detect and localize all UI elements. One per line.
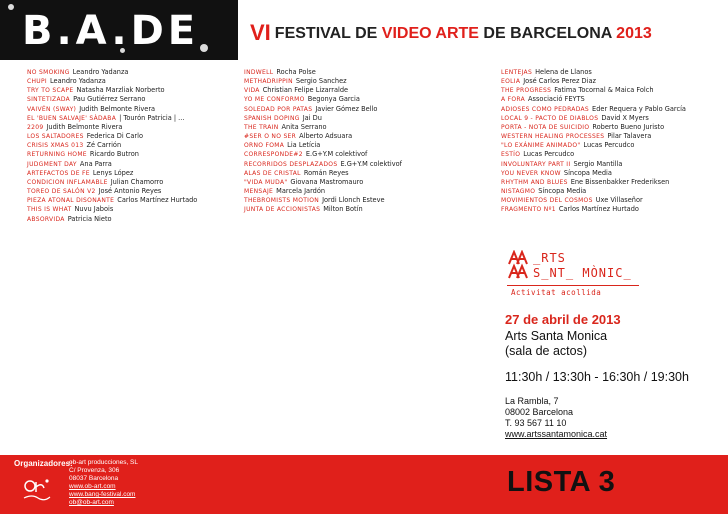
event-times: 11:30h / 13:30h - 16:30h / 19:30h: [505, 370, 689, 384]
org-email-link[interactable]: ob@ob-art.com: [69, 499, 114, 506]
list-item: [501, 205, 686, 214]
arts-santa-monica-logo: [507, 250, 647, 300]
list-item: [27, 77, 197, 86]
list-item: [244, 86, 402, 95]
video-artist: Christian Felipe Lizarralde: [262, 86, 349, 95]
video-title: INVOLUNTARY PART II: [501, 160, 571, 168]
video-artist: Carlos Martínez Hurtado: [558, 205, 639, 214]
video-artist: | Tourón Patricia | ...: [119, 113, 185, 122]
video-title: METHADRIPPIN: [244, 78, 293, 86]
video-list-column-3: [501, 68, 686, 215]
list-item: [27, 169, 197, 178]
video-title: PIEZA ATONAL DISONANTE: [27, 197, 115, 205]
video-artist: Fatima Tocornal & Maica Folch: [554, 86, 654, 95]
video-title: EOLIA: [501, 78, 521, 86]
list-item: [244, 123, 402, 132]
video-artist: Uxe Villaseñor: [595, 196, 643, 205]
video-artist: José Carlos Perez Diaz: [523, 77, 596, 86]
list-item: [501, 169, 686, 178]
video-title: ESTÍO: [501, 151, 521, 159]
logo-text: B.A.DE: [22, 8, 200, 54]
list-item: [501, 68, 686, 77]
list-item: [501, 105, 686, 114]
video-artist: Jordi Llonch Esteve: [322, 196, 385, 205]
list-item: [244, 141, 402, 150]
video-title: RECORRIDOS DESPLAZADOS: [244, 160, 338, 168]
video-title: YO ME CONFORMO: [244, 96, 305, 104]
address-city: 08002 Barcelona: [505, 407, 574, 417]
video-title: "VIDA MUDA": [244, 178, 288, 186]
video-title: THIS IS WHAT: [27, 206, 72, 214]
video-title: 2209: [27, 123, 44, 131]
list-item: [244, 187, 402, 196]
video-artist: E.G+Y.M colektivof: [305, 150, 368, 159]
video-title: TRY TO SCAPE: [27, 87, 74, 95]
video-artist: Natasha Marzliak Norberto: [76, 86, 165, 95]
list-item: [244, 196, 402, 205]
video-title: JUNTA DE ACCIONISTAS: [244, 206, 321, 214]
video-artist: Javier Gómez Bello: [315, 104, 378, 113]
list-item: [27, 105, 197, 114]
list-item: [244, 178, 402, 187]
video-title: "LO EXÁNIME ANIMADO": [501, 142, 581, 150]
video-title: JUDGMENT DAY: [27, 160, 77, 168]
video-title: MENSAJE: [244, 188, 274, 196]
asm-line-2: S_NT_ MÒNIC_: [533, 266, 632, 280]
video-artist: Carlos Martínez Hurtado: [117, 196, 198, 205]
list-item: [27, 68, 197, 77]
list-item: [244, 160, 402, 169]
video-artist: Nuvu Jabois: [74, 205, 114, 214]
asm-wordmark: [533, 251, 632, 281]
list-item: [27, 150, 197, 159]
video-title: YOU NEVER KNOW: [501, 169, 561, 177]
video-artist: Lucas Percudco: [583, 141, 635, 150]
video-artist: Lucas Percudco: [523, 150, 575, 159]
venue-room: (sala de actos): [505, 344, 587, 358]
video-title: ARTEFACTOS DE FE: [27, 169, 90, 177]
title-year: 2013: [616, 25, 652, 42]
video-title: THE TRAIN: [244, 123, 279, 131]
asm-mark-icon: [507, 250, 529, 280]
video-artist: Judith Belmonte Rivera: [79, 104, 156, 113]
video-artist: Zé Carrión: [86, 141, 122, 150]
list-item: [27, 114, 197, 123]
asm-divider: [507, 285, 639, 286]
list-item: [244, 114, 402, 123]
video-title: NO SMOKING: [27, 69, 70, 76]
video-artist: Román Reyes: [303, 168, 349, 177]
title-part2: VIDEO ARTE: [381, 25, 479, 42]
video-title: ORNO FOMA: [244, 142, 285, 150]
video-artist: Jai Du: [302, 113, 322, 122]
list-item: [244, 205, 402, 214]
list-item: [244, 95, 402, 104]
address-street: La Rambla, 7: [505, 396, 559, 406]
title-part1: FESTIVAL DE: [274, 25, 382, 42]
video-artist: Lenys López: [92, 168, 134, 177]
list-item: [501, 160, 686, 169]
venue-name: Arts Santa Monica: [505, 329, 608, 343]
list-item: [501, 123, 686, 132]
list-item: [501, 132, 686, 141]
video-title: SINTETIZADA: [27, 96, 71, 104]
video-list-column-1: [27, 68, 197, 224]
venue-address: [505, 396, 607, 440]
event-venue: [505, 329, 607, 359]
list-item: [27, 196, 197, 205]
list-item: [501, 141, 686, 150]
org-company: ob-art producciones, SL: [69, 459, 139, 466]
video-artist: Síncopa Media: [538, 187, 587, 196]
video-title: NISTAGMO: [501, 188, 536, 196]
asm-line-1: _RTS: [533, 251, 566, 265]
list-number: LISTA 3: [507, 466, 616, 498]
list-item: [27, 215, 197, 224]
video-artist: E.G+Y.M colektivof: [340, 159, 402, 168]
list-item: [501, 187, 686, 196]
video-title: CORRESPONDE#2: [244, 151, 303, 159]
list-item: [244, 68, 402, 77]
video-title: TOREO DE SALÓN V2: [27, 188, 96, 196]
festival-title: [238, 0, 728, 60]
video-title: ALAS DE CRISTAL: [244, 169, 301, 177]
video-artist: Síncopa Media: [563, 168, 612, 177]
video-title: CONDICION INFLAMABLE: [27, 178, 108, 186]
video-artist: Judith Belmonte Rivera: [46, 122, 123, 131]
video-artist: David X Myers: [601, 113, 649, 122]
video-list-column-2: [244, 68, 402, 215]
video-title: SOLEDAD POR PATAS: [244, 105, 313, 113]
video-artist: Begonya Garcia: [307, 95, 360, 104]
list-item: [244, 77, 402, 86]
venue-website-link[interactable]: www.artssantamonica.cat: [505, 429, 608, 439]
video-title: VAIVÉN (SWAY): [27, 105, 77, 113]
video-artist: Marcela Jardón: [276, 187, 326, 196]
event-date: 27 de abril de 2013: [505, 312, 621, 327]
video-title: CHUPI: [27, 78, 47, 86]
asm-subtitle: Activitat acollida: [511, 288, 602, 297]
list-item: [27, 160, 197, 169]
list-item: [501, 196, 686, 205]
list-item: [27, 141, 197, 150]
video-artist: Sergio Mantilla: [573, 159, 623, 168]
list-item: [501, 77, 686, 86]
footer: [0, 455, 728, 514]
video-title: ADIOSES COMO PEDRADAS: [501, 105, 590, 113]
festival-website-link[interactable]: www.bang-festival.com: [69, 491, 136, 498]
video-artist: José Antonio Reyes: [98, 187, 162, 196]
video-title: INDWELL: [244, 69, 274, 76]
festival-logo: [0, 0, 238, 60]
video-artist: Roberto Bueno Juristo: [592, 122, 665, 131]
organizers-label: Organizadores:: [14, 459, 73, 468]
video-artist: Sergio Sanchez: [295, 77, 347, 86]
list-item: [244, 169, 402, 178]
video-title: THE PROGRESS: [501, 87, 552, 95]
video-title: THEBROMISTS MOTION: [244, 197, 320, 205]
list-item: [27, 95, 197, 104]
video-title: RHYTHM AND BLUES: [501, 178, 568, 186]
video-title: ABSORVIDA: [27, 215, 65, 223]
video-artist: Lia Letícia: [287, 141, 321, 150]
video-artist: Patricia Nieto: [67, 214, 112, 223]
video-title: #SER O NO SER: [244, 133, 297, 141]
org-street: C/ Provenza, 306: [69, 467, 120, 474]
video-title: LOS SALTADORES: [27, 133, 84, 141]
video-artist: Ene Bissenbakker Frederiksen: [570, 177, 670, 186]
video-title: A FORA: [501, 96, 526, 104]
video-title: VIDA: [244, 87, 260, 95]
video-artist: Federica Di Carlo: [86, 132, 143, 141]
video-artist: Giovana Mastromauro: [290, 177, 364, 186]
list-item: [244, 105, 402, 114]
video-title: LOCAL 9 - PACTO DE DIABLOS: [501, 114, 599, 122]
list-item: [501, 114, 686, 123]
video-artist: Milton Botín: [323, 205, 363, 214]
video-title: LENTEJAS: [501, 69, 533, 76]
video-title: WESTERN HEALING PROCESSES: [501, 133, 605, 141]
list-item: [244, 132, 402, 141]
video-title: PORTA - NOTA DE SUICIDIO: [501, 123, 590, 131]
list-item: [501, 150, 686, 159]
list-item: [27, 187, 197, 196]
video-artist: Pau Gutiérrez Serrano: [73, 95, 146, 104]
video-title: RETURNING HOME: [27, 151, 87, 159]
list-item: [244, 150, 402, 159]
video-artist: Ana Parra: [79, 159, 112, 168]
video-title: MOVIMIENTOS DEL COSMOS: [501, 197, 593, 205]
title-part3: DE BARCELONA: [478, 25, 617, 42]
list-item: [27, 205, 197, 214]
video-title: EL 'BUEN SALVAJE' SÀDABA: [27, 114, 117, 122]
ob-art-logo-icon: [20, 472, 54, 506]
video-title: SPANISH DOPING: [244, 114, 300, 122]
org-website-link[interactable]: www.ob-art.com: [69, 483, 116, 490]
video-artist: Anita Serrano: [281, 122, 327, 131]
video-artist: Julian Chamorro: [110, 177, 164, 186]
list-item: [501, 86, 686, 95]
org-city: 08037 Barcelona: [69, 475, 119, 482]
video-artist: Helena de Llanos: [535, 68, 592, 76]
video-artist: Associació FEYTS: [528, 95, 585, 104]
organizer-details: [69, 459, 138, 507]
list-item: [27, 178, 197, 187]
video-artist: Ricardo Butron: [89, 150, 139, 159]
title-roman: VI: [250, 20, 271, 45]
video-artist: Alberto Adsuara: [299, 132, 353, 141]
list-item: [27, 132, 197, 141]
video-artist: Leandro Yadanza: [49, 77, 106, 86]
list-item: [501, 95, 686, 104]
video-artist: Eder Requera y Pablo García: [592, 104, 686, 113]
list-item: [27, 86, 197, 95]
video-artist: Rocha Polse: [276, 68, 316, 76]
list-item: [501, 178, 686, 187]
video-artist: Leandro Yadanza: [72, 68, 129, 76]
header: [0, 0, 728, 60]
address-phone: T. 93 567 11 10: [505, 418, 567, 428]
video-title: FRAGMENTO Nº1: [501, 206, 556, 214]
video-title: CRISIS XMAS 013: [27, 142, 84, 150]
video-artist: Pilar Talavera: [607, 132, 652, 141]
list-item: [27, 123, 197, 132]
